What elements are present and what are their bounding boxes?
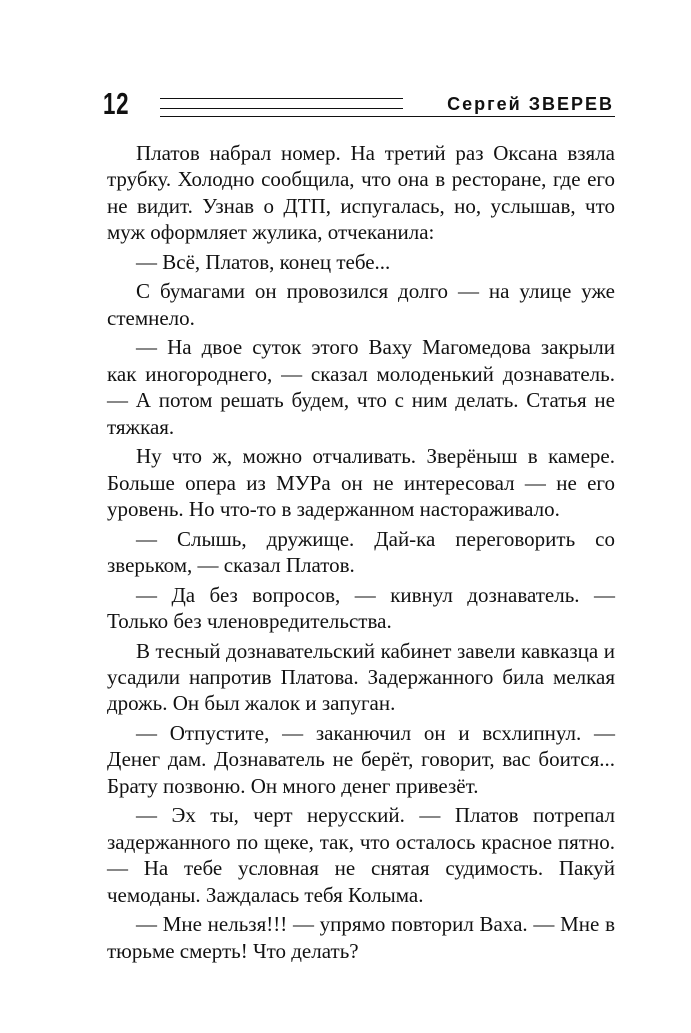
paragraph: — На двое суток этого Ваху Магомедова закрыли как иногороднего, — сказал молоденький дознаватель. — А потом решать будем, что с ним делать. Статья не тяжкая.: [107, 335, 615, 439]
body-text: [107, 140, 615, 964]
paragraph: — Мне нельзя!!! — упрямо повторил Ваха. — Мне в тюрьме смерть! Что делать?: [107, 912, 615, 963]
page-number: 12: [103, 86, 130, 121]
paragraph: Ну что ж, можно отчаливать. Зверёныш в камере. Больше опера из МУРа он не интересовал — не его уровень. Но что-то в задержанном настораживало.: [107, 444, 615, 522]
paragraph: В тесный дознавательский кабинет завели кавказца и усадили напротив Платова. Задержанного била мелкая дрожь. Он был жалок и запуган.: [107, 638, 615, 716]
running-head-author: Сергей ЗВЕРЕВ: [447, 94, 614, 114]
paragraph: — Слышь, дружище. Дай-ка переговорить со зверьком, — сказал Платов.: [107, 526, 615, 578]
header-rule-bottom: [160, 108, 403, 109]
paragraph: — Да без вопросов, — кивнул дознаватель. — Только без членовредительства.: [107, 582, 615, 634]
paragraph: Платов набрал номер. На третий раз Оксана взяла трубку. Холодно сообщила, что она в ресторане, где его не видит. Узнав о ДТП, испугалась, но, услышав, что муж оформляет жулика, отчеканила:: [107, 141, 615, 245]
paragraph: — Всё, Платов, конец тебе...: [136, 249, 391, 274]
header-rule-top: [160, 98, 403, 99]
header-double-rule: [160, 98, 403, 110]
paragraph: — Отпустите, — заканючил он и всхлипнул. — Денег дам. Дознаватель не берёт, говорит, вас боится... Брату позвоню. Он много денег привезёт.: [107, 721, 615, 798]
header-rule-long: [160, 116, 615, 117]
paragraph: — Эх ты, черт нерусский. — Платов потрепал задержанного по щеке, так, что осталось красное пятно. — На тебе условная не снятая судимость. Пакуй чемоданы. Заждалась тебя Колыма.: [107, 803, 615, 907]
paragraph: С бумагами он провозился долго — на улице уже стемнело.: [107, 279, 615, 330]
